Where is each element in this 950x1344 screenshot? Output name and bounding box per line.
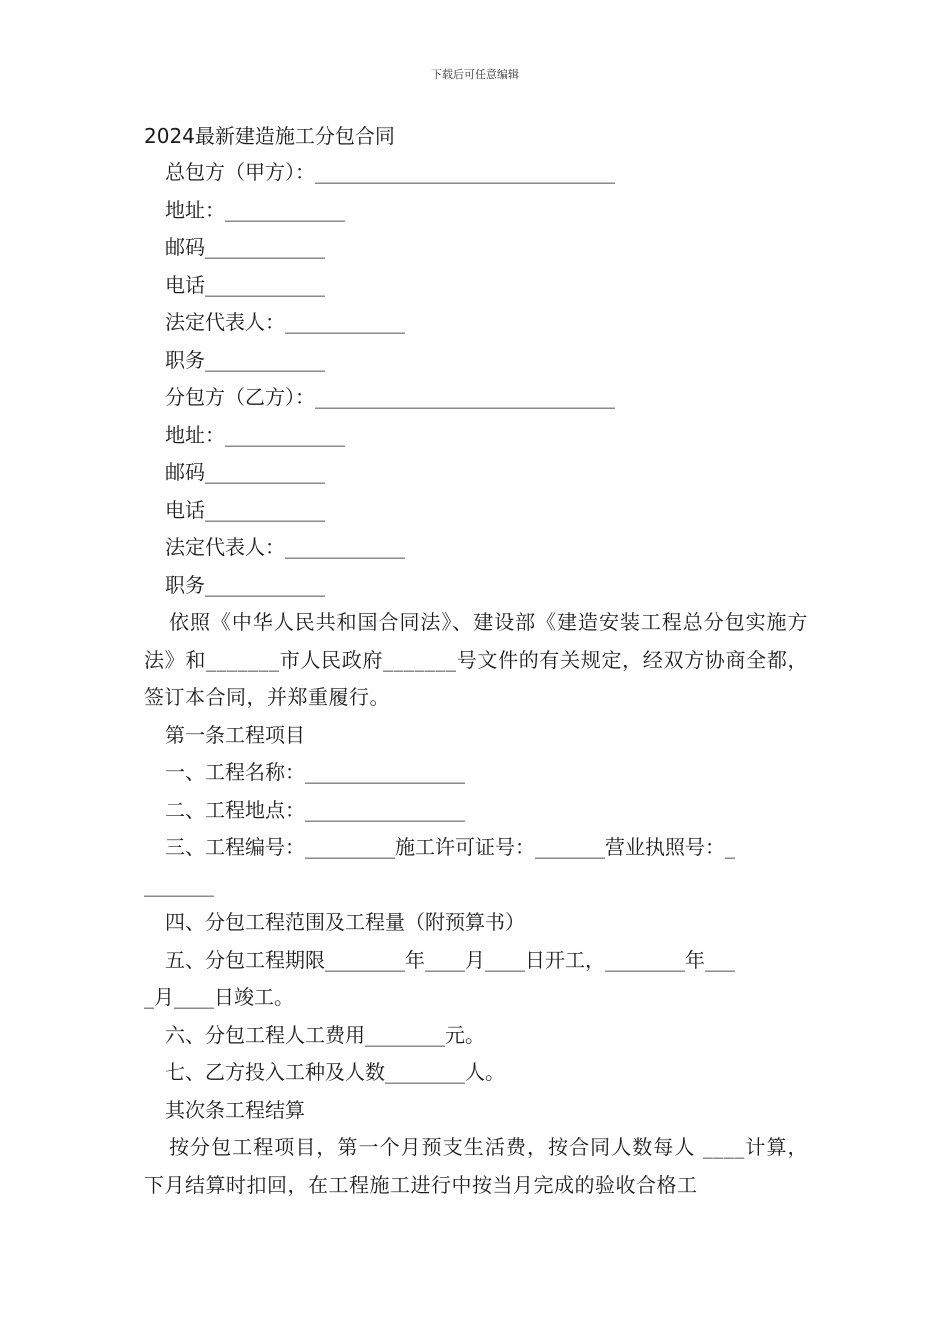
party-a-address: 地址：____________ xyxy=(165,197,345,222)
party-b-label: 分包方（乙方）：______________________________ xyxy=(165,385,615,409)
party-b-postcode: 邮码____________ xyxy=(165,460,325,484)
article1-item-period: 五、分包工程期限________年____月____日开工，________年___ xyxy=(165,947,735,972)
article1-item-location: 二、工程地点：________________ xyxy=(165,797,465,822)
article1-item-workers: 七、乙方投入工种及人数________人。 xyxy=(165,1060,505,1084)
article2-heading: 其次条工程结算 xyxy=(165,1097,305,1122)
party-a-label: 总包方（甲方）：______________________________ xyxy=(165,160,615,184)
party-b-position: 职务____________ xyxy=(165,572,325,597)
article1-item-labor-cost: 六、分包工程人工费用________元。 xyxy=(165,1022,485,1047)
article1-item-number-cont: _______ xyxy=(144,872,214,897)
party-b-representative: 法定代表人：____________ xyxy=(165,535,405,559)
party-a-representative: 法定代表人：____________ xyxy=(165,310,405,334)
party-b-address: 地址：____________ xyxy=(165,422,345,447)
article1-item-number: 三、工程编号：_________施工许可证号：_______营业执照号：_ xyxy=(165,835,735,859)
contract-title: 2024最新建造施工分包合同 xyxy=(144,124,395,148)
party-a-postcode: 邮码____________ xyxy=(165,235,325,259)
article1-item-name: 一、工程名称：________________ xyxy=(165,760,465,784)
page-header-note: 下载后可任意编辑 xyxy=(431,68,519,81)
contract-document xyxy=(144,118,808,1204)
article1-item-period-cont: _月____日竣工。 xyxy=(144,985,294,1009)
article1-item-scope: 四、分包工程范围及工程量（附预算书） xyxy=(165,910,525,934)
article2-paragraph: 按分包工程项目，第一个月预支生活费，按合同人数每人 ____计算，下月结算时扣回，在工程施工进行中按当月完成的验收合格工 xyxy=(144,1135,808,1197)
preamble-paragraph: 依照《中华人民共和国合同法》、建设部《建造安装工程总分包实施方法》和_______市人民政府_______号文件的有关规定，经双方协商全都，签订本合同，并郑重履行。 xyxy=(144,610,808,709)
party-b-phone: 电话____________ xyxy=(165,497,325,522)
party-a-position: 职务____________ xyxy=(165,347,325,372)
party-a-phone: 电话____________ xyxy=(165,272,325,297)
article1-heading: 第一条工程项目 xyxy=(165,722,305,747)
